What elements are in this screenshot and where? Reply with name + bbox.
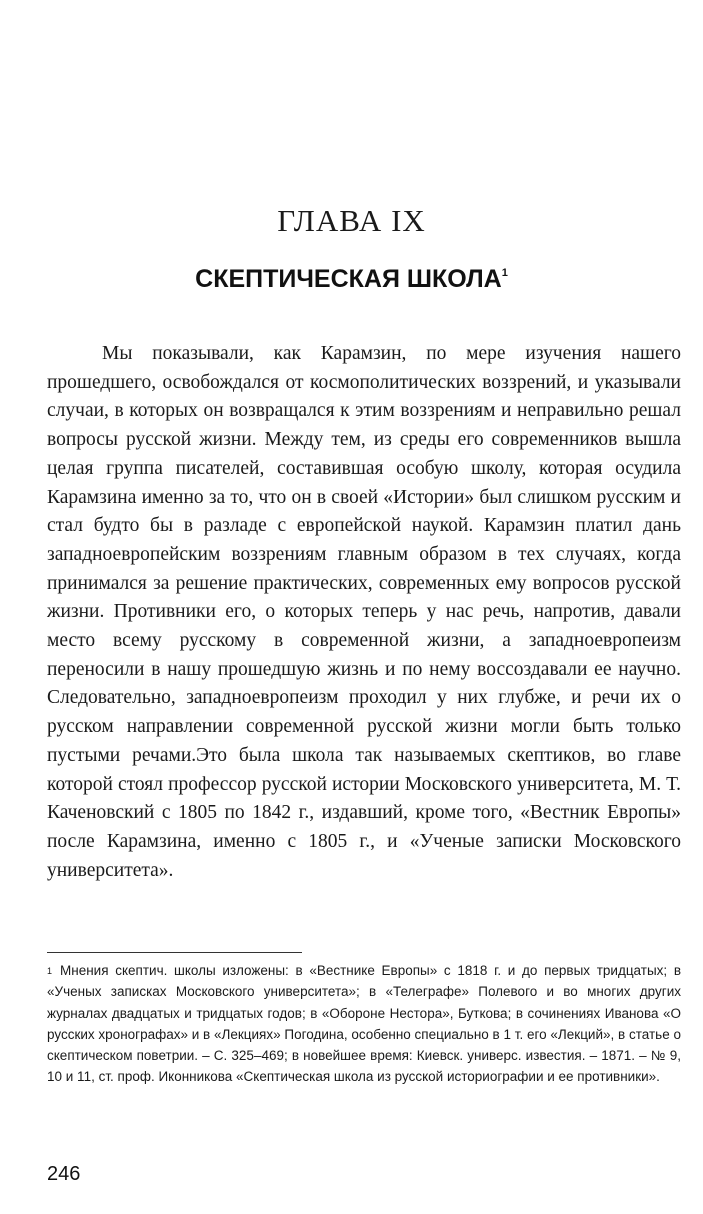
footnote (47, 960, 681, 1088)
page-number: 246 (47, 1163, 81, 1185)
body-paragraph: Мы показывали, как Карамзин, по мере изучения нашего прошедшего, освобождался от космополитических воззрений, и указывали случаи, в которых он возвращался к этим воззрениям и неправильно решал вопросы русской жизни. Между тем, из среды его современников вышла целая группа писателей, составившая особую школу, которая осудила Карамзина именно за то, что он в своей «Истории» был слишком русским и стал будто бы в разладе с европейской наукой. Карамзин платил дань западноевропейским воззрениям главным образом в тех случаях, когда принимался за решение практических, современных ему вопросов русской жизни. Противники его, о которых теперь у нас речь, напротив, давали место всему русскому в современной жизни, а западноевропеизм переносили в нашу прошедшую жизнь и по нему воссоздавали ее научно. Следовательно, западноевропеизм проходил у них глубже, и речи их о русском направлении современной русской жизни могли быть только пустыми речами.Это была школа так называемых скептиков, во главе которой стоял профессор русской истории Московского университета, М. Т. Каченовский с 1805 по 1842 г., издавший, кроме того, «Вестник Европы» после Карамзина, именно с 1805 г., и «Ученые записки Московского университета». (47, 343, 681, 881)
footnote-mark: 1 (47, 966, 53, 976)
chapter-title-text: СКЕПТИЧЕСКАЯ ШКОЛА (195, 265, 502, 293)
footnote-reference: 1 (501, 267, 508, 279)
footnote-text: Мнения скептич. школы изложены: в «Вестнике Европы» с 1818 г. и до первых тридцатых; в «Ученых записках Московского университета»; в «Телеграфе» Полевого и во многих других журналах двадцатых и тридцатых годов; в «Обороне Нестора», Буткова; в сочинениях Иванова «О русских хронографах» и в «Лекциях» Погодина, особенно специально в 1 т. его «Лекций», в статье о скептическом поветрии. – С. 325–469; в новейшее время: Киевск. универс. известия. – 1871. – № 9, 10 и 11, ст. проф. Иконникова «Скептическая школа из русской историографии и ее противники». (47, 963, 681, 1085)
footnote-divider (47, 952, 302, 953)
chapter-title (0, 265, 703, 294)
chapter-label: ГЛАВА IX (277, 203, 426, 238)
